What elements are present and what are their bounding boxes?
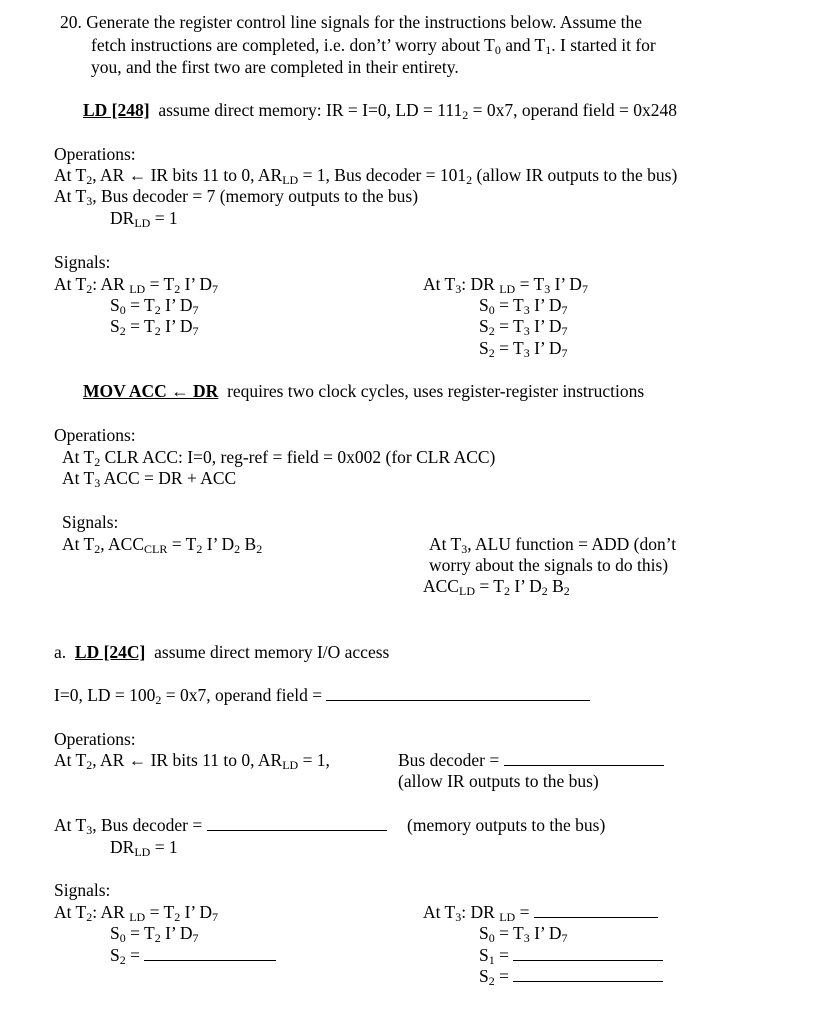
parta-sig-t2-s2 xyxy=(110,945,276,965)
text-fragment: I’ D xyxy=(160,316,193,336)
text-fragment: I’ D xyxy=(529,316,562,336)
intro-line-1: Generate the register control line signals for the instructions below. Assume the xyxy=(86,12,643,32)
text-fragment: = T xyxy=(494,316,524,336)
text-fragment: LD xyxy=(129,282,146,296)
ex2-sig-t2 xyxy=(62,534,262,554)
text-fragment: S xyxy=(479,966,489,986)
text-fragment: I’ D xyxy=(160,295,193,315)
text-fragment: = T xyxy=(125,295,155,315)
operand-field-answer-blank[interactable] xyxy=(326,685,590,701)
text-fragment: B xyxy=(240,534,257,554)
parta-heading-line xyxy=(54,642,389,662)
text-fragment: , ALU function = ADD (don’t xyxy=(467,534,677,554)
text-fragment: Bus decoder = xyxy=(398,750,504,770)
text-fragment: (allow IR outputs to the bus) xyxy=(472,165,678,185)
ex2-heading-line xyxy=(83,381,644,401)
text-fragment: 3 xyxy=(461,542,468,556)
text-fragment: 2 xyxy=(86,758,93,772)
text-fragment: 7 xyxy=(561,931,568,945)
text-fragment: 0 xyxy=(494,43,501,57)
text-fragment: = T xyxy=(125,923,155,943)
text-fragment: 2 xyxy=(86,910,93,924)
bus-decoder-t2-answer-blank[interactable] xyxy=(504,750,664,766)
text-fragment: At T xyxy=(54,274,87,294)
text-fragment: 3 xyxy=(86,194,93,208)
ex1-heading: LD [248] xyxy=(83,100,150,120)
ex2-operations-label: Operations: xyxy=(54,425,136,445)
text-fragment: At T xyxy=(62,534,95,554)
text-fragment: 7 xyxy=(581,282,588,296)
parta-sig-t3-s1 xyxy=(479,945,663,965)
parta-sig-t3-s2 xyxy=(479,966,663,986)
text-fragment: At T xyxy=(423,902,456,922)
text-fragment: = 1 xyxy=(150,837,178,857)
ex2-op-t2 xyxy=(62,447,495,467)
text-fragment: 2 xyxy=(154,324,161,338)
text-fragment: , Bus decoder = 7 (memory outputs to the bus) xyxy=(92,186,419,206)
text-fragment: 2 xyxy=(234,542,241,556)
ex1-signals-label: Signals: xyxy=(54,252,111,272)
text-fragment: 1 xyxy=(545,43,552,57)
intro-line-2 xyxy=(91,35,656,55)
text-fragment: requires two clock cycles, uses register-register instructions xyxy=(227,381,645,401)
text-fragment: 7 xyxy=(211,910,218,924)
text-fragment: ACC = DR + ACC xyxy=(100,468,237,488)
text-fragment: 3 xyxy=(523,303,530,317)
text-fragment: 1 xyxy=(488,953,495,967)
intro-line-3: you, and the first two are completed in their entirety. xyxy=(91,57,459,77)
text-fragment: LD xyxy=(458,584,475,598)
text-fragment: = xyxy=(494,966,514,986)
ex2-signals-label: Signals: xyxy=(62,512,119,532)
ex1-sig-t2-s0 xyxy=(110,295,198,315)
question-number: 20. xyxy=(60,12,82,32)
text-fragment: At T xyxy=(54,750,87,770)
text-fragment: 2 xyxy=(196,542,203,556)
ex1-sig-t3-s0 xyxy=(479,295,567,315)
ex1-heading-line xyxy=(83,100,677,120)
parta-line1 xyxy=(54,685,590,705)
text-fragment: = T xyxy=(494,923,524,943)
text-fragment: LD xyxy=(129,910,146,924)
text-fragment: 2 xyxy=(174,282,181,296)
text-fragment: 3 xyxy=(94,476,101,490)
text-fragment: = T xyxy=(494,338,524,358)
text-fragment: 7 xyxy=(192,931,199,945)
text-fragment: B xyxy=(547,576,564,596)
text-fragment: S xyxy=(479,923,489,943)
ex2-heading: MOV ACC ← DR xyxy=(83,381,219,401)
text-fragment: 7 xyxy=(561,324,568,338)
text-fragment: 2 xyxy=(503,584,510,598)
text-fragment: 2 xyxy=(155,693,162,707)
text-fragment: 2 xyxy=(119,324,126,338)
text-fragment: , ACC xyxy=(100,534,145,554)
text-fragment: 2 xyxy=(462,108,469,122)
text-fragment: = 0x7, operand field = 0x248 xyxy=(468,100,678,120)
ex2-sig-t3-line2: worry about the signals to do this) xyxy=(429,555,669,575)
text-fragment: 2 xyxy=(541,584,548,598)
text-fragment: S xyxy=(110,316,120,336)
text-fragment: I’ D xyxy=(180,274,212,294)
text-fragment: 2 xyxy=(94,455,101,469)
text-fragment: S xyxy=(110,923,120,943)
text-fragment: S xyxy=(110,295,120,315)
text-fragment: LD xyxy=(134,845,151,859)
text-fragment: = xyxy=(494,945,514,965)
ex2-op-t3 xyxy=(62,468,236,488)
text-fragment: = 0x7, operand field = xyxy=(161,685,327,705)
text-fragment: I’ D xyxy=(509,576,542,596)
text-fragment: LD xyxy=(282,173,299,187)
text-fragment: fetch instructions are completed, i.e. don’t’ worry about T xyxy=(91,35,495,55)
text-fragment: 3 xyxy=(86,823,93,837)
bus-decoder-t3-answer-blank[interactable] xyxy=(207,815,387,831)
s2-t2-answer-blank[interactable] xyxy=(144,945,276,961)
text-fragment: CLR xyxy=(144,542,168,556)
text-fragment: 3 xyxy=(523,931,530,945)
text-fragment: = T xyxy=(145,902,175,922)
parta-bus-decoder xyxy=(398,750,664,770)
text-fragment: 7 xyxy=(211,282,218,296)
text-fragment: At T xyxy=(54,165,87,185)
text-fragment: = T xyxy=(494,295,524,315)
text-fragment: : DR xyxy=(461,274,500,294)
text-fragment: = 1, xyxy=(298,750,330,770)
text-fragment: 2 xyxy=(488,974,495,988)
text-fragment: At T xyxy=(62,447,95,467)
text-fragment: I=0, LD = 100 xyxy=(54,685,156,705)
text-fragment: ACC xyxy=(423,576,459,596)
ex1-sig-t3-s2a xyxy=(479,316,567,336)
text-fragment: 0 xyxy=(119,303,126,317)
parta-op-dr-ld xyxy=(110,837,178,857)
text-fragment: : AR xyxy=(92,274,130,294)
text-fragment: S xyxy=(479,295,489,315)
text-fragment: I’ D xyxy=(202,534,235,554)
text-fragment: 2 xyxy=(563,584,570,598)
text-fragment: 2 xyxy=(86,282,93,296)
text-fragment: 0 xyxy=(119,931,126,945)
text-fragment: 3 xyxy=(544,282,551,296)
text-fragment: DR xyxy=(110,837,135,857)
text-fragment: 2 xyxy=(174,910,181,924)
text-fragment: S xyxy=(479,316,489,336)
text-fragment: 3 xyxy=(455,282,462,296)
text-fragment: 0 xyxy=(488,931,495,945)
text-fragment: 7 xyxy=(192,303,199,317)
text-fragment: 2 xyxy=(488,324,495,338)
text-fragment: 2 xyxy=(94,542,101,556)
text-fragment: 2 xyxy=(154,303,161,317)
parta-label: a. xyxy=(54,642,67,662)
text-fragment: 3 xyxy=(455,910,462,924)
text-fragment: assume direct memory: IR = I=0, LD = 111 xyxy=(158,100,463,120)
text-fragment: 0 xyxy=(488,303,495,317)
text-fragment: LD xyxy=(499,910,516,924)
text-fragment: I’ D xyxy=(529,295,562,315)
text-fragment: At T xyxy=(62,468,95,488)
text-fragment: I’ D xyxy=(180,902,212,922)
parta-op-t2 xyxy=(54,750,330,770)
ex1-op-t3 xyxy=(54,186,418,206)
text-fragment: At T xyxy=(54,902,87,922)
ex1-sig-t2 xyxy=(54,274,218,294)
text-fragment: , AR ← IR bits 11 to 0, AR xyxy=(92,750,283,770)
text-fragment: At T xyxy=(423,274,456,294)
text-fragment: assume direct memory I/O access xyxy=(154,642,390,662)
text-fragment: I’ D xyxy=(160,923,193,943)
ex1-sig-t2-s2 xyxy=(110,316,198,336)
text-fragment: I’ D xyxy=(529,338,562,358)
parta-op-t3-note: (memory outputs to the bus) xyxy=(407,815,606,835)
ex1-sig-t3-s2b xyxy=(479,338,567,358)
text-fragment: LD xyxy=(282,758,299,772)
text-fragment: At T xyxy=(429,534,462,554)
text-fragment: 2 xyxy=(119,953,126,967)
text-fragment: , AR ← IR bits 11 to 0, AR xyxy=(92,165,283,185)
text-fragment: At T xyxy=(54,186,87,206)
text-fragment: 7 xyxy=(192,324,199,338)
parta-sig-t3-s0 xyxy=(479,923,567,943)
parta-signals-label: Signals: xyxy=(54,880,111,900)
text-fragment: 2 xyxy=(86,173,93,187)
parta-sig-t2 xyxy=(54,902,218,922)
ex1-op-t2 xyxy=(54,165,677,185)
text-fragment: = T xyxy=(474,576,504,596)
text-fragment: = T xyxy=(515,274,545,294)
text-fragment: S xyxy=(110,945,120,965)
text-fragment: and T xyxy=(500,35,546,55)
parta-sig-t2-s0 xyxy=(110,923,198,943)
text-fragment: : AR xyxy=(92,902,130,922)
text-fragment: = T xyxy=(125,316,155,336)
text-fragment: 2 xyxy=(466,173,473,187)
text-fragment: At T xyxy=(54,815,87,835)
text-fragment: S xyxy=(479,338,489,358)
text-fragment: LD xyxy=(499,282,516,296)
question-number-and-intro xyxy=(60,12,642,32)
text-fragment: 2 xyxy=(154,931,161,945)
text-fragment: , Bus decoder = xyxy=(92,815,207,835)
ex2-sig-t3-line1 xyxy=(429,534,676,554)
text-fragment: 3 xyxy=(523,324,530,338)
ex1-op-dr-ld xyxy=(110,208,178,228)
text-fragment: S xyxy=(479,945,489,965)
text-fragment: 7 xyxy=(561,303,568,317)
text-fragment: DR xyxy=(110,208,135,228)
ex1-sig-t3 xyxy=(423,274,588,294)
text-fragment: 7 xyxy=(561,346,568,360)
parta-op-t3 xyxy=(54,815,387,835)
text-fragment: 3 xyxy=(523,346,530,360)
text-fragment: = 1 xyxy=(150,208,178,228)
text-fragment: I’ D xyxy=(529,923,562,943)
dr-ld-answer-blank[interactable] xyxy=(534,902,658,918)
parta-operations-label: Operations: xyxy=(54,729,136,749)
text-fragment: I’ D xyxy=(550,274,582,294)
text-fragment: = T xyxy=(167,534,197,554)
text-fragment: : DR xyxy=(461,902,500,922)
ex1-operations-label: Operations: xyxy=(54,144,136,164)
parta-bus-note: (allow IR outputs to the bus) xyxy=(398,771,599,791)
text-fragment: = T xyxy=(145,274,175,294)
s2-t3-answer-blank[interactable] xyxy=(513,966,663,982)
text-fragment: CLR ACC: I=0, reg-ref = field = 0x002 (for CLR ACC) xyxy=(100,447,496,467)
text-fragment: = 1, Bus decoder = 101 xyxy=(298,165,467,185)
text-fragment: 2 xyxy=(256,542,263,556)
parta-sig-t3 xyxy=(423,902,658,922)
text-fragment: LD xyxy=(134,216,151,230)
text-fragment: = xyxy=(515,902,534,922)
s1-t3-answer-blank[interactable] xyxy=(513,945,663,961)
ex2-sig-t3-line3 xyxy=(423,576,570,596)
text-fragment: = xyxy=(125,945,145,965)
text-fragment: 2 xyxy=(488,346,495,360)
parta-heading: LD [24C] xyxy=(74,642,146,662)
text-fragment: . I started it for xyxy=(551,35,656,55)
